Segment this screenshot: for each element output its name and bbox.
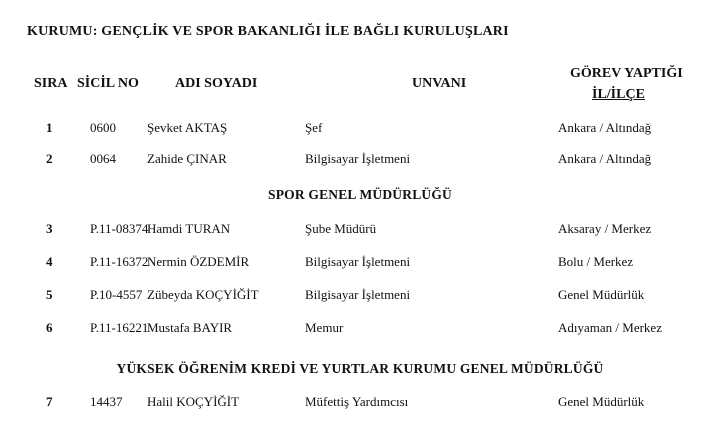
row-unvani: Bilgisayar İşletmeni xyxy=(305,254,411,269)
row-gorev-yeri: Genel Müdürlük xyxy=(558,287,645,302)
row-unvani: Şef xyxy=(305,120,323,135)
row-adi-soyadi: Zahide ÇINAR xyxy=(147,151,227,166)
row-adi-soyadi: Mustafa BAYIR xyxy=(147,320,233,335)
row-adi-soyadi: Nermin ÖZDEMİR xyxy=(147,254,250,269)
row-sira: 1 xyxy=(46,120,53,135)
row-sicil-no: P.11-16221 xyxy=(90,320,149,335)
row-gorev-yeri: Genel Müdürlük xyxy=(558,394,645,409)
row-sira: 2 xyxy=(46,151,53,166)
row-sicil-no: P.11-08374 xyxy=(90,221,149,236)
row-sicil-no: 0600 xyxy=(90,120,116,135)
row-gorev-yeri: Bolu / Merkez xyxy=(558,254,634,269)
row-unvani: Bilgisayar İşletmeni xyxy=(305,151,411,166)
section-heading: YÜKSEK ÖĞRENİM KREDİ VE YURTLAR KURUMU GENEL MÜDÜRLÜĞÜ xyxy=(116,361,604,376)
header-gorev-yaptigi: GÖREV YAPTIĞI xyxy=(570,66,683,81)
row-unvani: Bilgisayar İşletmeni xyxy=(305,287,411,302)
row-sira: 4 xyxy=(46,254,53,269)
row-sira: 7 xyxy=(46,394,53,409)
header-unvani: UNVANI xyxy=(412,76,467,91)
row-sicil-no: P.11-16372 xyxy=(90,254,149,269)
header-adi-soyadi: ADI SOYADI xyxy=(175,76,258,91)
row-gorev-yeri: Ankara / Altındağ xyxy=(558,120,652,135)
row-adi-soyadi: Zübeyda KOÇYİĞİT xyxy=(147,287,259,302)
row-sira: 3 xyxy=(46,221,53,236)
row-adi-soyadi: Şevket AKTAŞ xyxy=(147,120,228,135)
row-sicil-no: 14437 xyxy=(90,394,123,409)
header-sicil-no: SİCİL NO xyxy=(77,76,139,91)
row-adi-soyadi: Halil KOÇYİĞİT xyxy=(147,394,240,409)
row-sira: 5 xyxy=(46,287,53,302)
header-il-ilce: İL/İLÇE xyxy=(592,87,645,102)
row-unvani: Memur xyxy=(305,320,344,335)
header-sira: SIRA xyxy=(34,76,68,91)
row-unvani: Şube Müdürü xyxy=(305,221,377,236)
row-sicil-no: 0064 xyxy=(90,151,116,166)
row-unvani: Müfettiş Yardımcısı xyxy=(305,394,409,409)
section-heading: SPOR GENEL MÜDÜRLÜĞÜ xyxy=(267,187,452,202)
row-gorev-yeri: Aksaray / Merkez xyxy=(558,221,652,236)
row-sicil-no: P.10-4557 xyxy=(90,287,143,302)
document-title: KURUMU: GENÇLİK VE SPOR BAKANLIĞI İLE BAĞLI KURULUŞLARI xyxy=(27,24,509,39)
row-adi-soyadi: Hamdi TURAN xyxy=(147,221,231,236)
row-sira: 6 xyxy=(46,320,53,335)
row-gorev-yeri: Adıyaman / Merkez xyxy=(558,320,662,335)
row-gorev-yeri: Ankara / Altındağ xyxy=(558,151,652,166)
